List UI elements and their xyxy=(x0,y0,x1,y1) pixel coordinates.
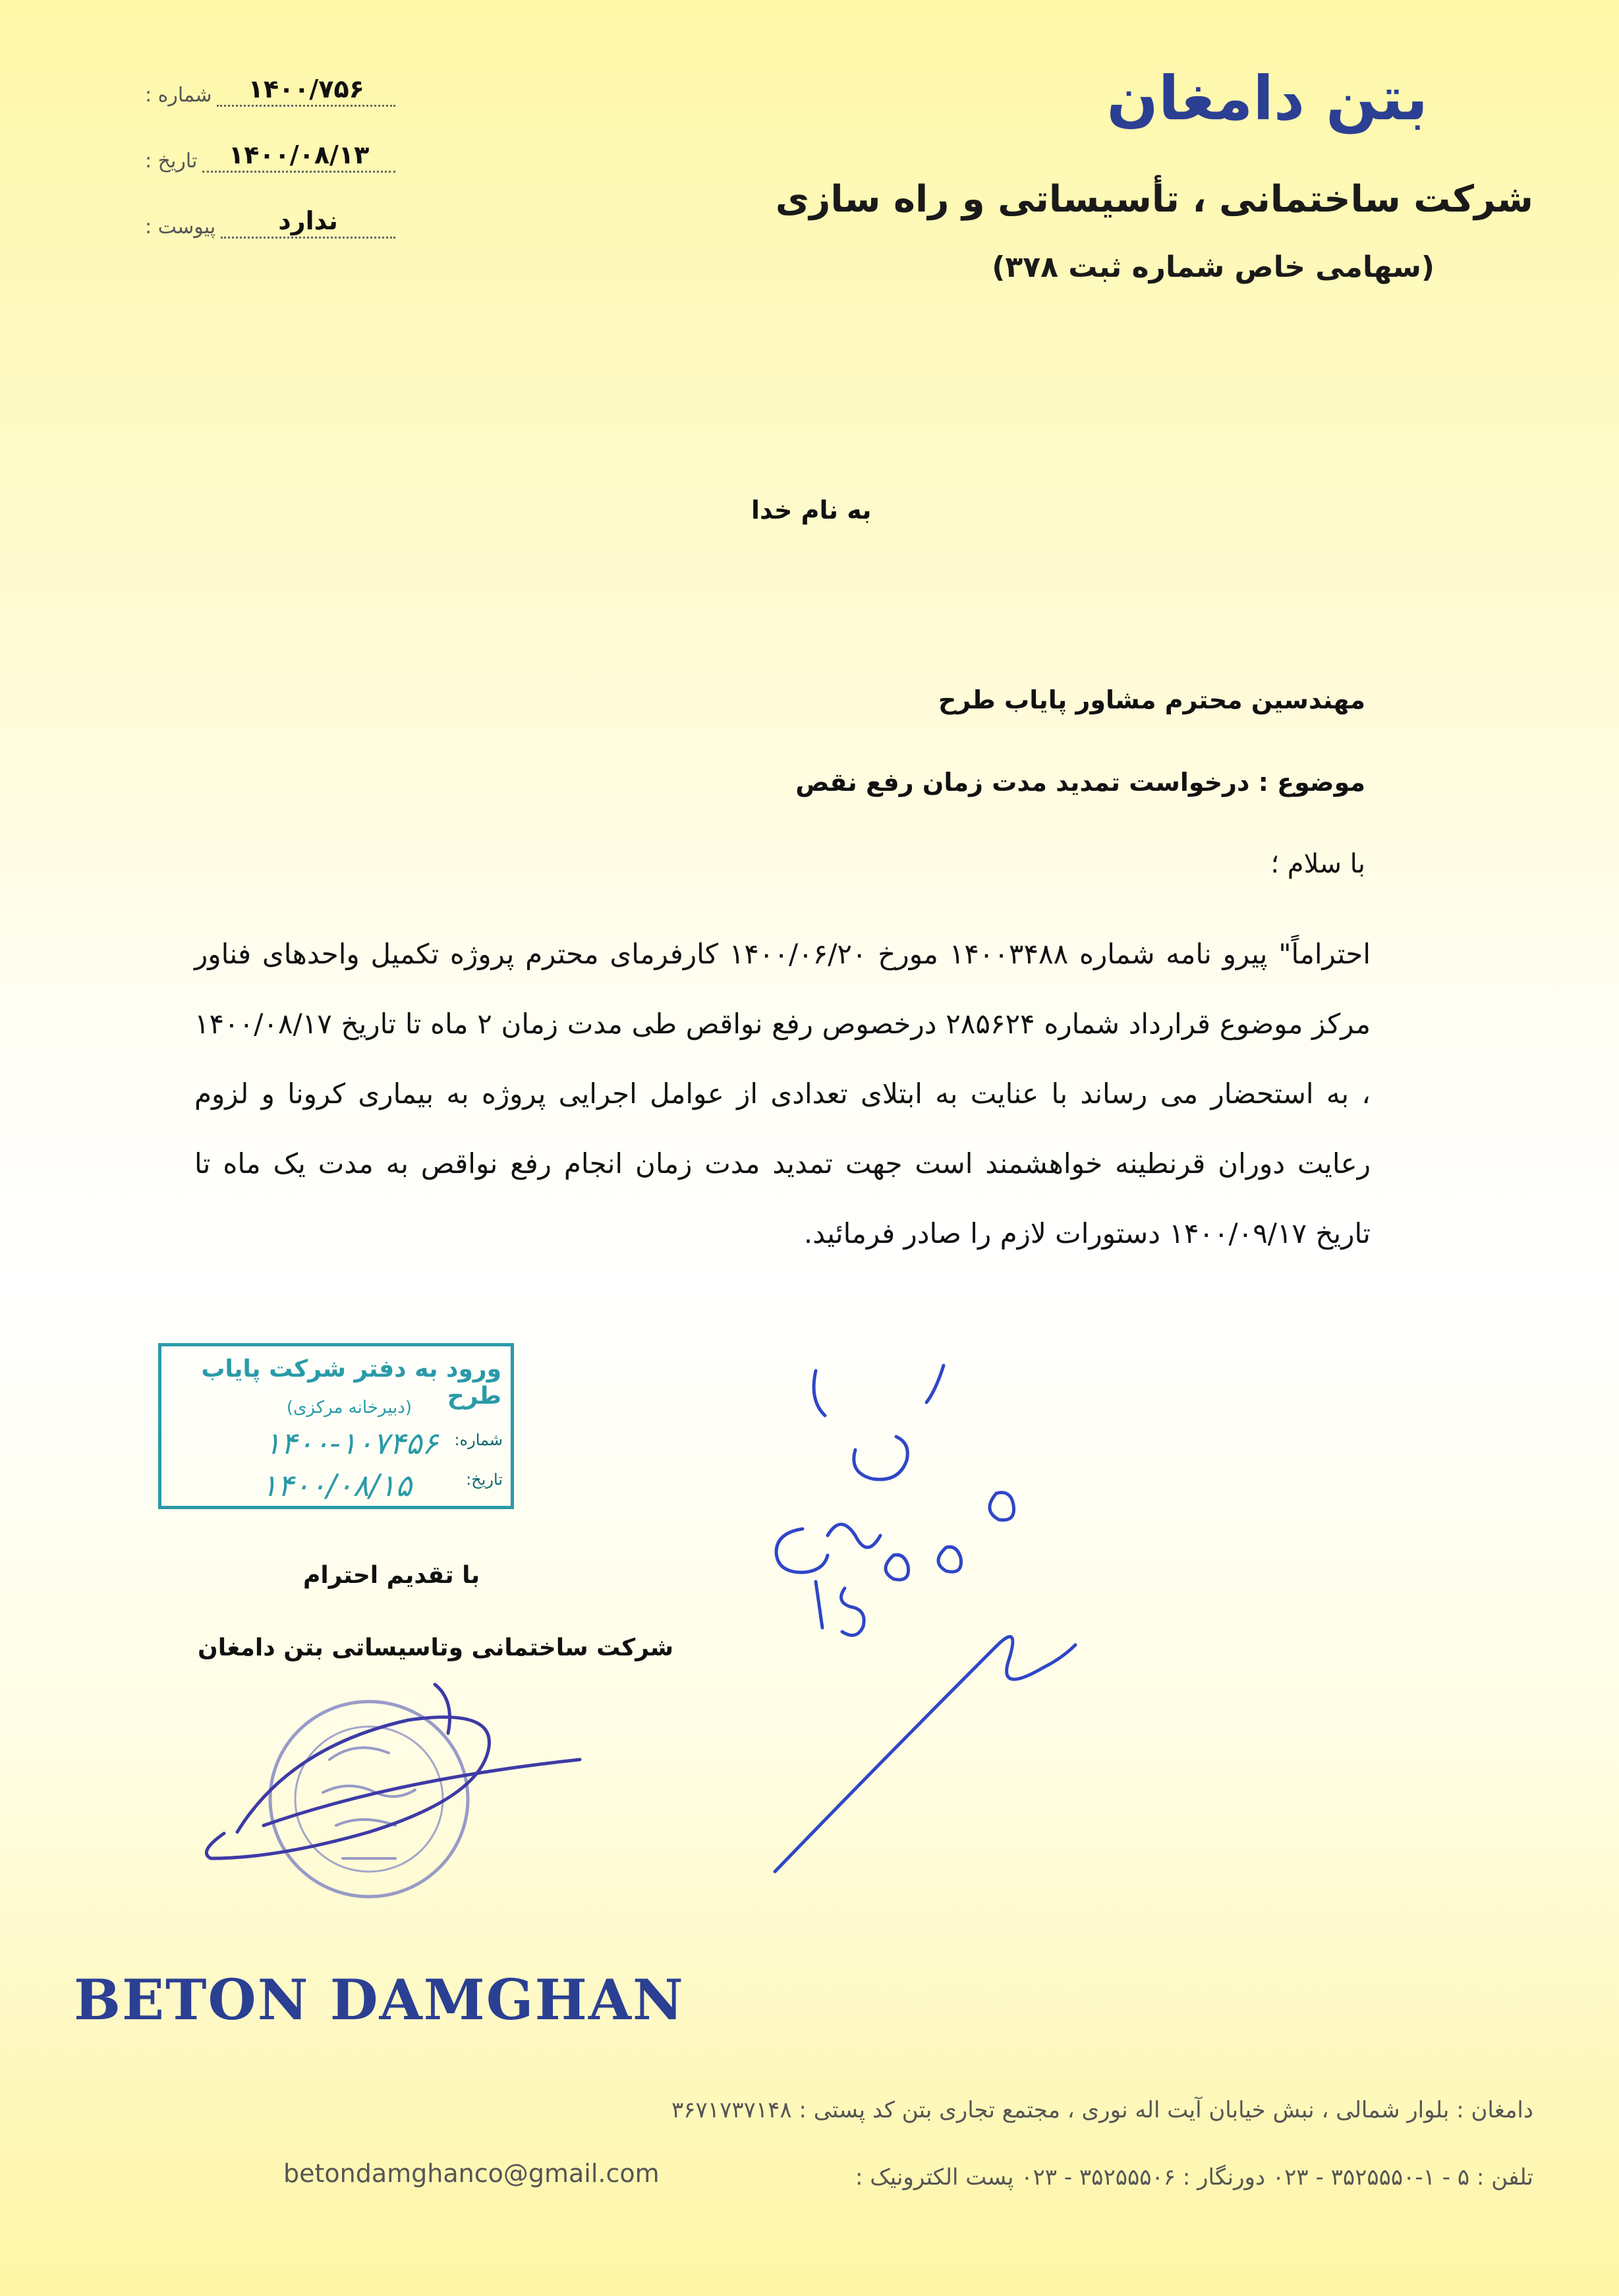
addressee-line: مهندسین محترم مشاور پایاب طرح xyxy=(938,685,1365,714)
brand-title-en: BETON DAMGHAN xyxy=(74,1967,685,2032)
brand-title-fa: بتن دامغان xyxy=(1106,63,1428,134)
company-seal-and-signature xyxy=(198,1661,606,1944)
entry-stamp xyxy=(158,1343,514,1509)
signature-stroke xyxy=(435,1684,450,1733)
registration-note: (سهامی خاص شماره ثبت ۳۷۸) xyxy=(992,250,1434,284)
handwritten-referral-note xyxy=(738,1338,1081,1878)
entry-stamp-title: ورود به دفتر شرکت پایاب طرح xyxy=(201,1356,501,1410)
closing-company: شرکت ساختمانی وتاسیساتی بتن دامغان xyxy=(198,1634,674,1661)
attachment-label: پیوست : xyxy=(145,215,216,239)
letter-body-paragraph: احتراماً" پیرو نامه شماره ۱۴۰۰۳۴۸۸ مورخ ۱۴۰۰/۰۶/۲۰ کارفرمای محترم پروژه تکمیل واحدهای فناور مرکز موضوع قرارداد شماره ۲۸۵۶۲۴ درخصوص رفع نواقص طی مدت زمان ۲ ماه تا تاریخ ۱۴۰۰/۰۸/۱۷ ، به استحضار می رساند با عنایت به ابتلای تعدادی از عوامل اجرایی پروژه به بیماری کرونا و لزوم رعایت دوران قرنطینه خواهشمند است جهت تمدید مدت زمان انجام رفع نواقص به مدت یک ماه تا تاریخ ۱۴۰۰/۰۹/۱۷ دستورات لازم را صادر فرمائید. xyxy=(194,938,1371,1249)
handwriting-stroke xyxy=(816,1582,822,1628)
attachment-row xyxy=(145,192,395,239)
company-subtitle: شرکت ساختمانی ، تأسیساتی و راه سازی xyxy=(775,178,1533,221)
footer-address: دامغان : بلوار شمالی ، نبش خیابان آیت اله نوری ، مجتمع تجاری بتن کد پستی : ۳۶۷۱۷۳۷۱۴۸ xyxy=(671,2097,1533,2123)
signature-stroke xyxy=(775,1637,1075,1872)
entry-stamp-date-value: ۱۴۰۰/۰۸/۱۵ xyxy=(261,1468,412,1503)
subject-line: موضوع : درخواست تمدید مدت زمان رفع نقص xyxy=(795,768,1365,797)
footer-phone: تلفن : ۵ - ۱-۳۵۲۵۵۵۰ - ۰۲۳ دورنگار : ۳۵۲۵۵۵۰۶ - ۰۲۳ پست الکترونیک : xyxy=(855,2164,1533,2191)
handwriting-stroke xyxy=(938,1547,961,1572)
greeting-line: با سلام ؛ xyxy=(1270,849,1365,879)
bismillah-heading: به نام خدا xyxy=(751,496,872,525)
footer-email[interactable]: betondamghanco@gmail.com xyxy=(283,2159,660,2188)
handwriting-stroke xyxy=(854,1437,907,1479)
letter-number-label: شماره : xyxy=(145,84,212,107)
handwriting-stroke xyxy=(776,1529,828,1572)
closing-regards: با تقدیم احترام xyxy=(303,1562,480,1589)
entry-stamp-date-label: تاریخ: xyxy=(466,1470,503,1489)
handwriting-stroke xyxy=(828,1524,880,1547)
entry-stamp-number-value: ۱۴۰۰-۱۰۷۴۵۶ xyxy=(264,1425,438,1461)
handwriting-stroke xyxy=(926,1365,944,1402)
handwriting-stroke xyxy=(841,1588,865,1635)
letter-date-value: ۱۴۰۰/۰۸/۱۳ xyxy=(202,140,395,173)
letter-number-row xyxy=(145,61,395,107)
letter-date-row xyxy=(145,127,395,173)
signature-stroke xyxy=(264,1760,580,1825)
handwriting-stroke xyxy=(990,1493,1014,1520)
handwriting-stroke xyxy=(814,1371,825,1416)
letter-number-value: ۱۴۰۰/۷۵۶ xyxy=(217,74,395,107)
letter-date-label: تاریخ : xyxy=(145,150,198,173)
handwriting-stroke xyxy=(886,1555,909,1580)
entry-stamp-number-label: شماره: xyxy=(454,1431,503,1449)
entry-stamp-subtitle: (دبیرخانه مرکزی) xyxy=(286,1398,412,1418)
attachment-value: ندارد xyxy=(221,206,395,239)
